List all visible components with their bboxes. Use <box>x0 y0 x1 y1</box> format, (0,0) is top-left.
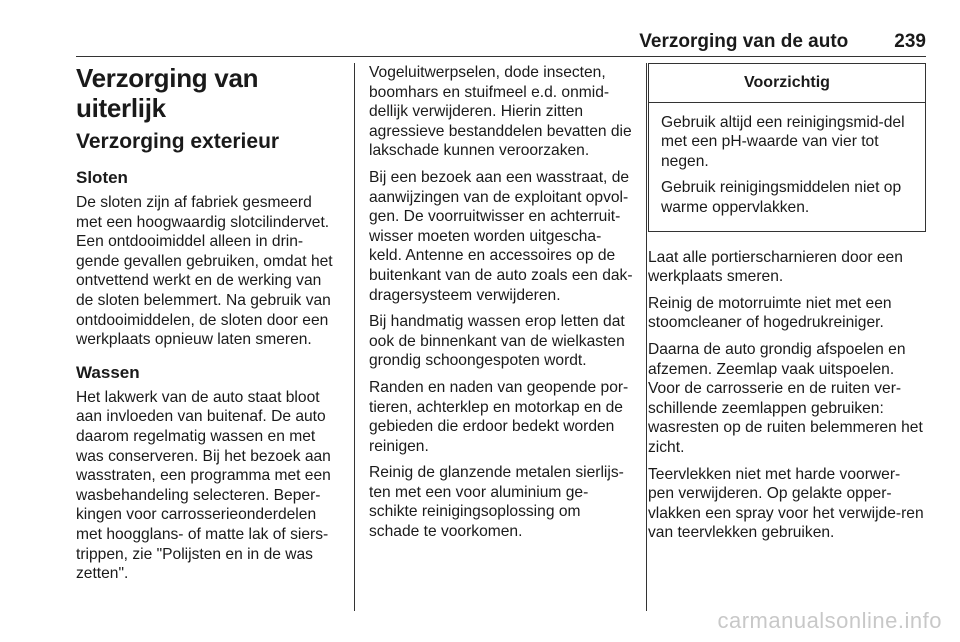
paragraph: Reinig de glanzende metalen sierlijs-ten met een voor aluminium ge-schikte reinigingsoplossing om schade te voorkomen. <box>369 464 624 541</box>
column-right <box>648 63 926 550</box>
caution-box <box>648 63 926 232</box>
page-number: 239 <box>894 31 926 52</box>
paragraph-sloten: De sloten zijn af fabriek gesmeerd met een hoogwaardig slotcilindervet. Een ontdooimiddel alleen in drin-gende gevallen gebruiken, omdat het ontvettend werkt en de werking van de sloten belemmert. Na gebruik van ontdooimiddelen, de sloten door een werkplaats opnieuw laten smeren. <box>76 194 333 349</box>
paragraph-wassen: Het lakwerk van de auto staat bloot aan invloeden van buitenaf. De auto daarom regelmatig wassen en met was conserveren. Bij het bezoek aan wasstraten, een programma met een wasbehandeling selecteren. Beper-kingen voor carrosserieonderdelen met hoogglans- of matte lak of siers-trippen, zie "Polijsten en in de was zetten". <box>76 388 331 583</box>
caution-title: Voorzichtig <box>649 64 925 103</box>
page-header <box>76 28 926 57</box>
heading-level1: Verzorging van uiterlijk <box>76 63 259 123</box>
paragraph: Randen en naden van geopende por-tieren, achterklep en motorkap en de gebieden die erdoor bedekt worden reinigen. <box>369 378 629 455</box>
column-middle <box>369 63 633 549</box>
paragraph: Vogeluitwerpselen, dode insecten, boomhars en stuifmeel e.d. onmid-dellijk verwijderen. Hierin zitten agressieve bestanddelen bevatten die lakschade kunnen veroorzaken. <box>369 64 632 160</box>
heading-level2: Verzorging exterieur <box>76 130 280 153</box>
paragraph: Daarna de auto grondig afspoelen en afzemen. Zeemlap vaak uitspoelen. Voor de carrosserie en de ruiten ver-schillende zeemlappen gebruiken: wasresten op de ruiten belemmeren het zicht. <box>648 340 923 456</box>
paragraph: Laat alle portierscharnieren door een werkplaats smeren. <box>648 248 903 286</box>
section-title-sloten: Sloten <box>76 168 128 187</box>
caution-text: Gebruik reinigingsmiddelen niet op warme oppervlakken. <box>661 179 902 216</box>
watermark: carmanualsonline.info <box>717 608 942 633</box>
paragraph: Bij een bezoek aan een wasstraat, de aanwijzingen van de exploitant opvol-gen. De voorruitwisser en achterruit-wisser moeten worden uitgescha-keld. Antenne en accessoires op de buitenkant van de auto zoals een dak-dragersysteem verwijderen. <box>369 168 633 304</box>
caution-text: Gebruik altijd een reinigingsmid-del met een pH-waarde van vier tot negen. <box>661 113 905 170</box>
column-divider-right <box>646 63 647 611</box>
section-title-wassen: Wassen <box>76 362 140 382</box>
paragraph: Reinig de motorruimte niet met een stoomcleaner of hogedrukreiniger. <box>648 294 892 332</box>
column-divider-left <box>354 63 355 611</box>
page-header-title: Verzorging van de auto <box>639 31 849 52</box>
caution-body <box>649 103 925 231</box>
column-left <box>76 63 342 591</box>
paragraph: Teervlekken niet met harde voorwer-pen verwijderen. Op gelakte opper-vlakken een spray voor het verwijde-ren van teervlekken gebruiken. <box>648 465 924 542</box>
paragraph: Bij handmatig wassen erop letten dat ook de binnenkant van de wielkasten grondig schoongespoten wordt. <box>369 313 625 370</box>
